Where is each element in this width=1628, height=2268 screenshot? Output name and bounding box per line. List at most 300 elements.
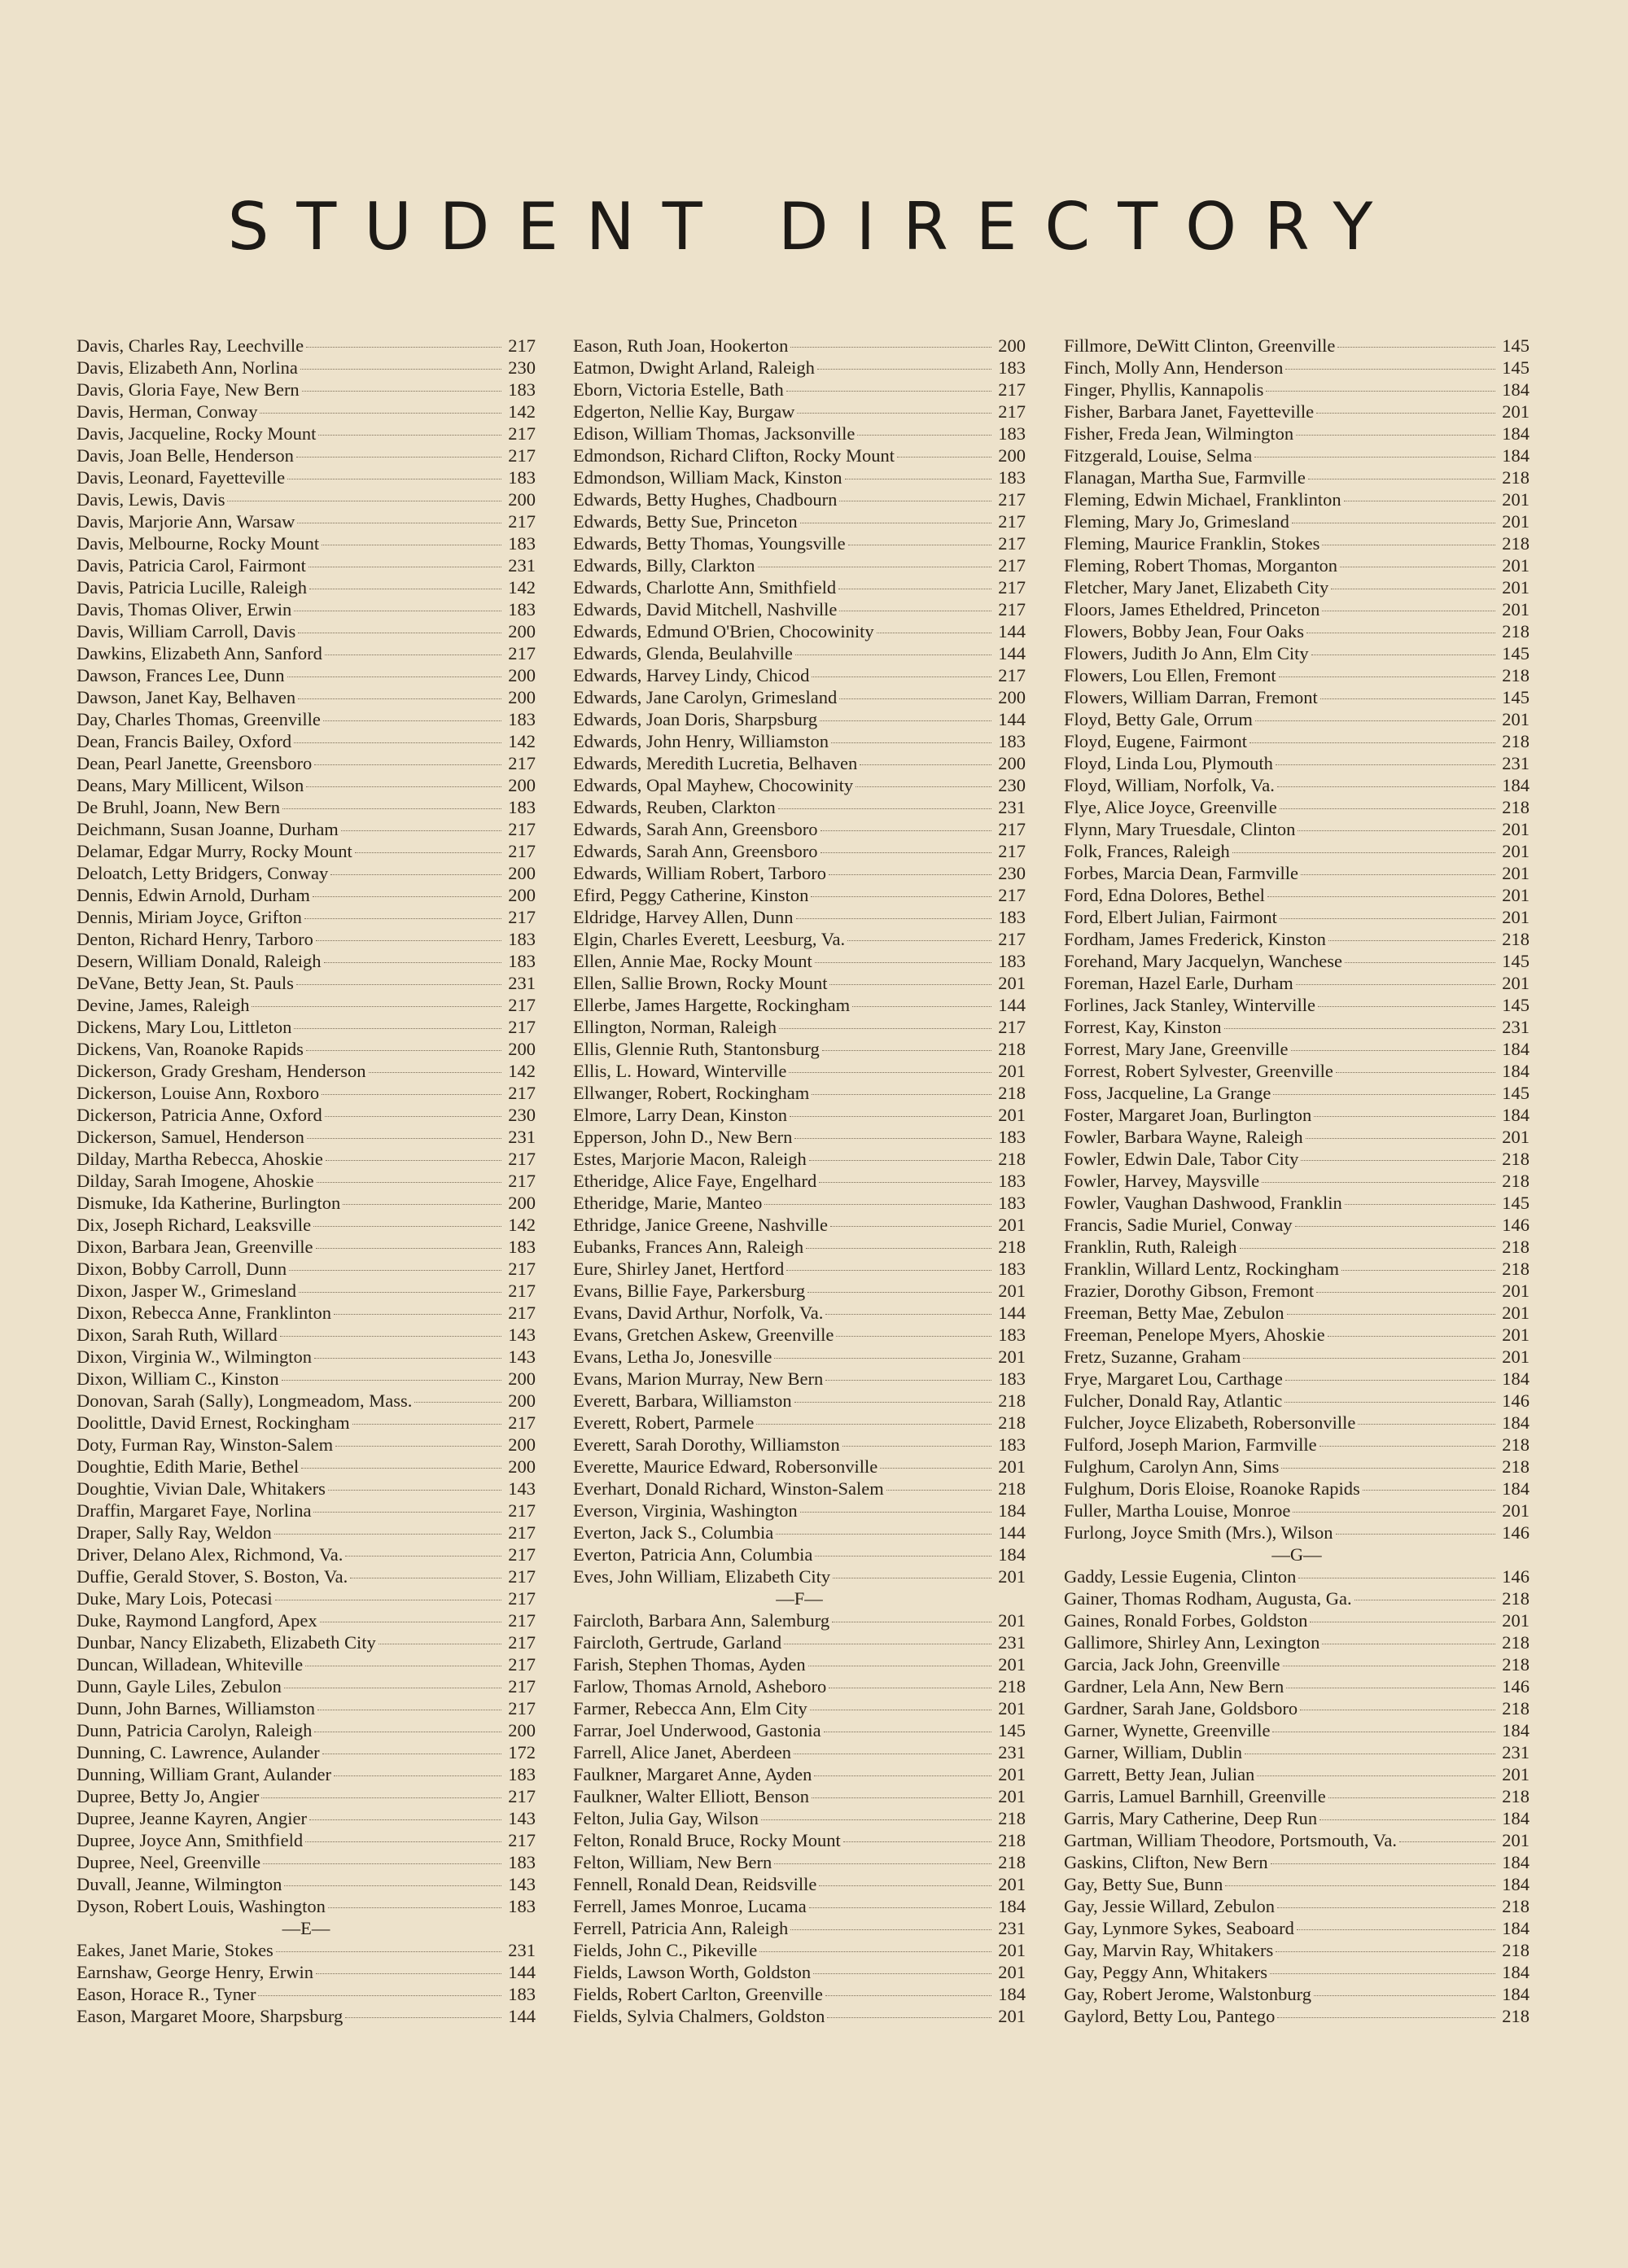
directory-entry [77,686,536,708]
dot-leader [897,457,991,458]
entry-page-number: 218 [1502,1654,1530,1675]
entry-page-number: 218 [998,1852,1026,1872]
directory-entry [77,774,536,796]
dot-leader [1284,1402,1495,1403]
entry-page-number: 172 [508,1742,536,1762]
directory-entry [573,1192,1026,1214]
dot-leader [1319,1446,1496,1447]
entry-name: Dyson, Robert Louis, Washington [77,1896,326,1916]
directory-entry [1064,1983,1530,2005]
dot-leader [1255,720,1495,721]
dot-leader [774,1358,991,1359]
dot-leader [1273,1094,1495,1095]
dot-leader [314,1358,501,1359]
dot-leader [1224,1028,1496,1029]
directory-entry [1064,1170,1530,1192]
directory-entry [573,1214,1026,1236]
entry-page-number: 184 [998,1984,1026,2004]
directory-entry [77,1412,536,1434]
entry-name: Gaddy, Lessie Eugenia, Clinton [1064,1566,1297,1587]
entry-page-number: 217 [508,1083,536,1103]
entry-page-number: 218 [1502,621,1530,641]
dot-leader [1320,698,1496,699]
dot-leader [1291,1050,1496,1051]
entry-page-number: 184 [1502,1808,1530,1828]
entry-page-number: 201 [1502,511,1530,532]
entry-page-number: 217 [508,1676,536,1697]
dot-leader [263,1863,501,1864]
entry-page-number: 145 [1502,335,1530,356]
entry-page-number: 200 [508,885,536,905]
directory-entry [573,532,1026,554]
entry-name: Fretz, Suzanne, Graham [1064,1346,1241,1367]
entry-name: Fowler, Vaughan Dashwood, Franklin [1064,1193,1342,1213]
entry-page-number: 218 [1502,1259,1530,1279]
entry-name: Dupree, Betty Jo, Angier [77,1786,260,1806]
directory-entry [573,642,1026,664]
directory-entry [573,1961,1026,1983]
directory-entry [77,1346,536,1368]
entry-name: Duffie, Gerald Stover, S. Boston, Va. [77,1566,348,1587]
directory-entry [1064,2005,1530,2027]
entry-name: Franklin, Ruth, Raleigh [1064,1237,1237,1257]
dot-leader [274,1534,502,1535]
dot-leader [282,1380,502,1381]
dot-leader [334,1775,501,1776]
entry-name: Draper, Sally Ray, Weldon [77,1522,272,1543]
entry-name: Dickens, Mary Lou, Littleton [77,1017,292,1037]
directory-entry [573,730,1026,752]
dot-leader [289,1270,501,1271]
directory-entry [77,1016,536,1038]
directory-entry [77,1148,536,1170]
directory-entry [1064,1961,1530,1983]
entry-page-number: 201 [1502,1500,1530,1521]
directory-entry [1064,444,1530,466]
directory-entry [1064,1456,1530,1478]
directory-entry [77,1478,536,1500]
dot-leader [1358,1424,1495,1425]
dot-leader [276,1951,501,1952]
entry-name: Davis, Melbourne, Rocky Mount [77,533,320,554]
dot-leader [1249,742,1495,743]
dot-leader [852,1006,991,1007]
entry-name: Felton, Julia Gay, Wilson [573,1808,759,1828]
dot-leader [328,1490,501,1491]
dot-leader [330,874,501,875]
entry-page-number: 201 [1502,1324,1530,1345]
entry-page-number: 201 [998,1610,1026,1631]
dot-leader [1279,676,1496,677]
dot-leader [860,764,991,765]
directory-entry [573,510,1026,532]
entry-name: Forrest, Mary Jane, Greenville [1064,1039,1289,1059]
directory-entry [1064,379,1530,401]
entry-name: Flowers, William Darran, Fremont [1064,687,1318,707]
entry-name: Fisher, Barbara Janet, Fayetteville [1064,401,1315,422]
directory-entry [1064,1302,1530,1324]
directory-entry [1064,1653,1530,1675]
entry-page-number: 183 [508,1764,536,1784]
entry-name: Edwards, Charlotte Ann, Smithfield [573,577,837,598]
directory-entry [77,1258,536,1280]
directory-entry [573,401,1026,423]
entry-page-number: 218 [1502,467,1530,488]
dot-leader [316,1248,502,1249]
entry-name: Dilday, Sarah Imogene, Ahoskie [77,1171,314,1191]
entry-page-number: 146 [1502,1522,1530,1543]
entry-name: Ellen, Annie Mae, Rocky Mount [573,951,812,971]
dot-leader [1318,1006,1495,1007]
entry-name: Driver, Delano Alex, Richmond, Va. [77,1544,344,1565]
dot-leader [296,984,501,985]
entry-page-number: 184 [1502,1720,1530,1740]
entry-name: Edison, William Thomas, Jacksonville [573,423,856,444]
entry-name: Evans, Billie Faye, Parkersburg [573,1281,806,1301]
section-letter: —E— [282,1918,330,1938]
dot-leader [352,1424,502,1425]
entry-page-number: 217 [508,335,536,356]
entry-name: Gardner, Lela Ann, New Bern [1064,1676,1284,1697]
directory-entry [77,1719,536,1741]
entry-page-number: 183 [508,1896,536,1916]
entry-name: Ellis, L. Howard, Winterville [573,1061,787,1081]
directory-entry [573,1719,1026,1741]
directory-entry [77,994,536,1016]
entry-name: Davis, Jacqueline, Rocky Mount [77,423,317,444]
directory-entry [573,884,1026,906]
entry-page-number: 217 [998,819,1026,839]
entry-page-number: 201 [1502,1303,1530,1323]
dot-leader [774,1863,991,1864]
directory-entry [77,1324,536,1346]
dot-leader [316,940,501,941]
entry-name: Ellen, Sallie Brown, Rocky Mount [573,973,828,993]
entry-name: Duncan, Willadean, Whiteville [77,1654,304,1675]
entry-name: Everett, Barbara, Williamston [573,1390,792,1411]
dot-leader [886,1490,992,1491]
entry-page-number: 184 [1502,445,1530,466]
directory-entry [1064,1807,1530,1829]
directory-entry [1064,532,1530,554]
dot-leader [1271,1863,1496,1864]
directory-entry [1064,1785,1530,1807]
entry-page-number: 200 [998,753,1026,773]
entry-page-number: 183 [508,929,536,949]
directory-entry [1064,1258,1530,1280]
dot-leader [317,1182,502,1183]
directory-entry [1064,1324,1530,1346]
directory-entry [573,664,1026,686]
entry-name: Fleming, Edwin Michael, Franklinton [1064,489,1341,510]
entry-page-number: 142 [508,577,536,598]
entry-page-number: 144 [998,621,1026,641]
entry-page-number: 142 [508,1061,536,1081]
entry-page-number: 200 [508,665,536,685]
entry-page-number: 184 [1502,379,1530,400]
entry-page-number: 183 [508,1984,536,2004]
entry-name: Faulkner, Walter Elliott, Benson [573,1786,809,1806]
directory-entry [573,796,1026,818]
dot-leader [313,896,501,897]
entry-name: Evans, Gretchen Askew, Greenville [573,1324,834,1345]
dot-leader [1285,369,1495,370]
dot-leader [296,457,501,458]
dot-leader [819,1182,991,1183]
dot-leader [812,1797,991,1798]
entry-page-number: 218 [1502,731,1530,751]
directory-entry [1064,1851,1530,1873]
dot-leader [794,1138,991,1139]
dot-leader [306,786,501,787]
directory-entry [1064,1917,1530,1939]
dot-leader [294,742,501,743]
entry-name: Evans, Marion Murray, New Bern [573,1368,824,1389]
entry-name: Edwards, David Mitchell, Nashville [573,599,838,620]
directory-entry [77,1895,536,1917]
dot-leader [814,1775,991,1776]
entry-name: Frye, Margaret Lou, Carthage [1064,1368,1283,1389]
entry-name: Fletcher, Mary Janet, Elizabeth City [1064,577,1329,598]
dot-leader [328,1907,501,1908]
entry-page-number: 217 [508,1698,536,1719]
dot-leader [1363,1490,1496,1491]
entry-page-number: 201 [1502,907,1530,927]
dot-leader [1295,1226,1496,1227]
entry-page-number: 218 [1502,1434,1530,1455]
entry-name: Gartman, William Theodore, Portsmouth, Va. [1064,1830,1398,1850]
entry-name: Fields, Lawson Worth, Goldston [573,1962,812,1982]
dot-leader [1277,2017,1495,2018]
entry-page-number: 183 [508,951,536,971]
dot-leader [817,369,991,370]
dot-leader [1267,896,1495,897]
directory-entry [77,1785,536,1807]
entry-page-number: 143 [508,1478,536,1499]
entry-page-number: 184 [1502,1478,1530,1499]
entry-name: Gainer, Thomas Rodham, Augusta, Ga. [1064,1588,1352,1609]
directory-entry [77,1939,536,1961]
entry-page-number: 217 [998,929,1026,949]
entry-name: Dupree, Jeanne Kayren, Angier [77,1808,308,1828]
entry-name: Efird, Peggy Catherine, Kinston [573,885,809,905]
entry-page-number: 184 [998,1896,1026,1916]
entry-name: Edwards, Joan Doris, Sharpsburg [573,709,818,729]
directory-entry [77,1675,536,1697]
entry-page-number: 200 [508,863,536,883]
directory-entry [573,1785,1026,1807]
dot-leader [1243,1358,1495,1359]
dot-leader [1298,830,1495,831]
dot-leader [1336,1534,1496,1535]
entry-name: Davis, Gloria Faye, New Bern [77,379,300,400]
entry-page-number: 183 [998,907,1026,927]
entry-name: Doughtie, Edith Marie, Bethel [77,1456,300,1477]
entry-page-number: 218 [1502,1698,1530,1719]
entry-name: Forehand, Mary Jacquelyn, Wanchese [1064,951,1343,971]
dot-leader [809,1907,991,1908]
entry-page-number: 144 [508,1962,536,1982]
dot-leader [812,676,991,677]
entry-page-number: 217 [508,511,536,532]
entry-name: Fields, John C., Pikeville [573,1940,758,1960]
entry-name: Dunn, John Barnes, Williamston [77,1698,316,1719]
entry-page-number: 201 [998,1874,1026,1894]
entry-name: Everhart, Donald Richard, Winston-Salem [573,1478,884,1499]
directory-entry [1064,818,1530,840]
entry-name: Davis, Charles Ray, Leechville [77,335,304,356]
entry-name: Gallimore, Shirley Ann, Lexington [1064,1632,1320,1653]
directory-entry [573,1675,1026,1697]
directory-entry [573,1104,1026,1126]
dot-leader [806,1248,991,1249]
entry-name: Eason, Margaret Moore, Sharpsburg [77,2006,344,2026]
entry-name: Dunn, Patricia Carolyn, Raleigh [77,1720,313,1740]
dot-leader [318,435,501,436]
directory-entry [77,1280,536,1302]
entry-page-number: 146 [1502,1676,1530,1697]
entry-page-number: 217 [998,533,1026,554]
dot-leader [325,1116,501,1117]
entry-name: Davis, Leonard, Fayetteville [77,467,286,488]
directory-entry [1064,1016,1530,1038]
dot-leader [1296,984,1495,985]
entry-name: Estes, Marjorie Macon, Raleigh [573,1149,807,1169]
entry-page-number: 217 [508,643,536,663]
entry-name: Farmer, Rebecca Ann, Elm City [573,1698,807,1719]
directory-entry [1064,488,1530,510]
entry-page-number: 143 [508,1874,536,1894]
directory-entry [77,1126,536,1148]
entry-name: Francis, Sadie Muriel, Conway [1064,1215,1293,1235]
entry-page-number: 217 [998,1017,1026,1037]
directory-entry [1064,972,1530,994]
directory-entry [1064,510,1530,532]
entry-name: Edwards, John Henry, Williamston [573,731,829,751]
entry-page-number: 145 [998,1720,1026,1740]
entry-page-number: 184 [1502,1412,1530,1433]
entry-name: Davis, Elizabeth Ann, Norlina [77,357,298,378]
entry-name: Flynn, Mary Truesdale, Clinton [1064,819,1296,839]
directory-entry [77,1565,536,1587]
entry-name: Edwards, Meredith Lucretia, Belhaven [573,753,858,773]
directory-entry [77,752,536,774]
directory-entry [573,1939,1026,1961]
dot-leader [343,1204,501,1205]
entry-name: Ferrell, James Monroe, Lucama [573,1896,807,1916]
entry-page-number: 201 [1502,1830,1530,1850]
directory-entry [1064,774,1530,796]
directory-entry [77,1060,536,1082]
entry-page-number: 217 [508,1522,536,1543]
entry-page-number: 201 [998,1061,1026,1081]
directory-entry [1064,466,1530,488]
entry-page-number: 183 [998,1127,1026,1147]
entry-name: Everett, Robert, Parmele [573,1412,755,1433]
entry-name: Eason, Ruth Joan, Hookerton [573,335,789,356]
dot-leader [856,786,991,787]
directory-entry [77,1653,536,1675]
entry-name: Everton, Jack S., Columbia [573,1522,774,1543]
entry-name: Faircloth, Barbara Ann, Salemburg [573,1610,830,1631]
dot-leader [1276,764,1495,765]
directory-entry [77,1697,536,1719]
entry-page-number: 201 [1502,1281,1530,1301]
entry-page-number: 184 [1502,1105,1530,1125]
entry-name: Ellis, Glennie Ruth, Stantonsburg [573,1039,820,1059]
entry-page-number: 144 [998,643,1026,663]
directory-entry [77,532,536,554]
directory-entry [77,730,536,752]
entry-page-number: 218 [1502,1237,1530,1257]
directory-entry [77,620,536,642]
entry-name: Forrest, Kay, Kinston [1064,1017,1222,1037]
entry-page-number: 218 [1502,1786,1530,1806]
dot-leader [284,1885,501,1886]
entry-page-number: 201 [998,1566,1026,1587]
entry-page-number: 218 [1502,2006,1530,2026]
dot-leader [819,1885,991,1886]
dot-leader [1293,1512,1495,1513]
entry-name: Dupree, Joyce Ann, Smithfield [77,1830,304,1850]
directory-entry [573,1148,1026,1170]
entry-name: Gay, Robert Jerome, Walstonburg [1064,1984,1311,2004]
dot-leader [313,1512,501,1513]
entry-name: Gaskins, Clifton, New Bern [1064,1852,1268,1872]
entry-page-number: 230 [998,863,1026,883]
directory-entry [1064,708,1530,730]
entry-name: Fennell, Ronald Dean, Reidsville [573,1874,817,1894]
directory-entry [77,335,536,357]
directory-entry [573,840,1026,862]
directory-entry [1064,1895,1530,1917]
directory-entry [1064,1126,1530,1148]
entry-page-number: 200 [508,1039,536,1059]
directory-entry [573,928,1026,950]
entry-page-number: 142 [508,401,536,422]
directory-entry [1064,620,1530,642]
entry-name: Felton, Ronald Bruce, Rocky Mount [573,1830,841,1850]
entry-name: Dickerson, Samuel, Henderson [77,1127,304,1147]
dot-leader [304,918,501,919]
directory-entry [1064,1236,1530,1258]
entry-name: Dean, Pearl Janette, Greensboro [77,753,313,773]
directory-entry [573,1500,1026,1521]
directory-column-2 [573,335,1026,2027]
directory-entry [1064,1192,1530,1214]
entry-name: Fleming, Maurice Franklin, Stokes [1064,533,1320,554]
entry-name: Eatmon, Dwight Arland, Raleigh [573,357,815,378]
entry-name: Foster, Margaret Joan, Burlington [1064,1105,1312,1125]
dot-leader [345,2017,501,2018]
entry-name: Eakes, Janet Marie, Stokes [77,1940,274,1960]
entry-name: Fields, Sylvia Chalmers, Goldston [573,2006,825,2026]
dot-leader [302,391,502,392]
directory-entry [77,642,536,664]
entry-page-number: 183 [508,533,536,554]
entry-name: DeVane, Betty Jean, St. Pauls [77,973,294,993]
entry-page-number: 218 [1502,1149,1530,1169]
directory-entry [77,1763,536,1785]
entry-page-number: 201 [1502,599,1530,620]
entry-name: Gay, Lynmore Sykes, Seaboard [1064,1918,1294,1938]
directory-entry [573,357,1026,379]
directory-entry [77,1543,536,1565]
dot-leader [294,1028,501,1029]
entry-name: Delamar, Edgar Murry, Rocky Mount [77,841,352,861]
dot-leader [761,1819,991,1820]
entry-page-number: 217 [998,401,1026,422]
